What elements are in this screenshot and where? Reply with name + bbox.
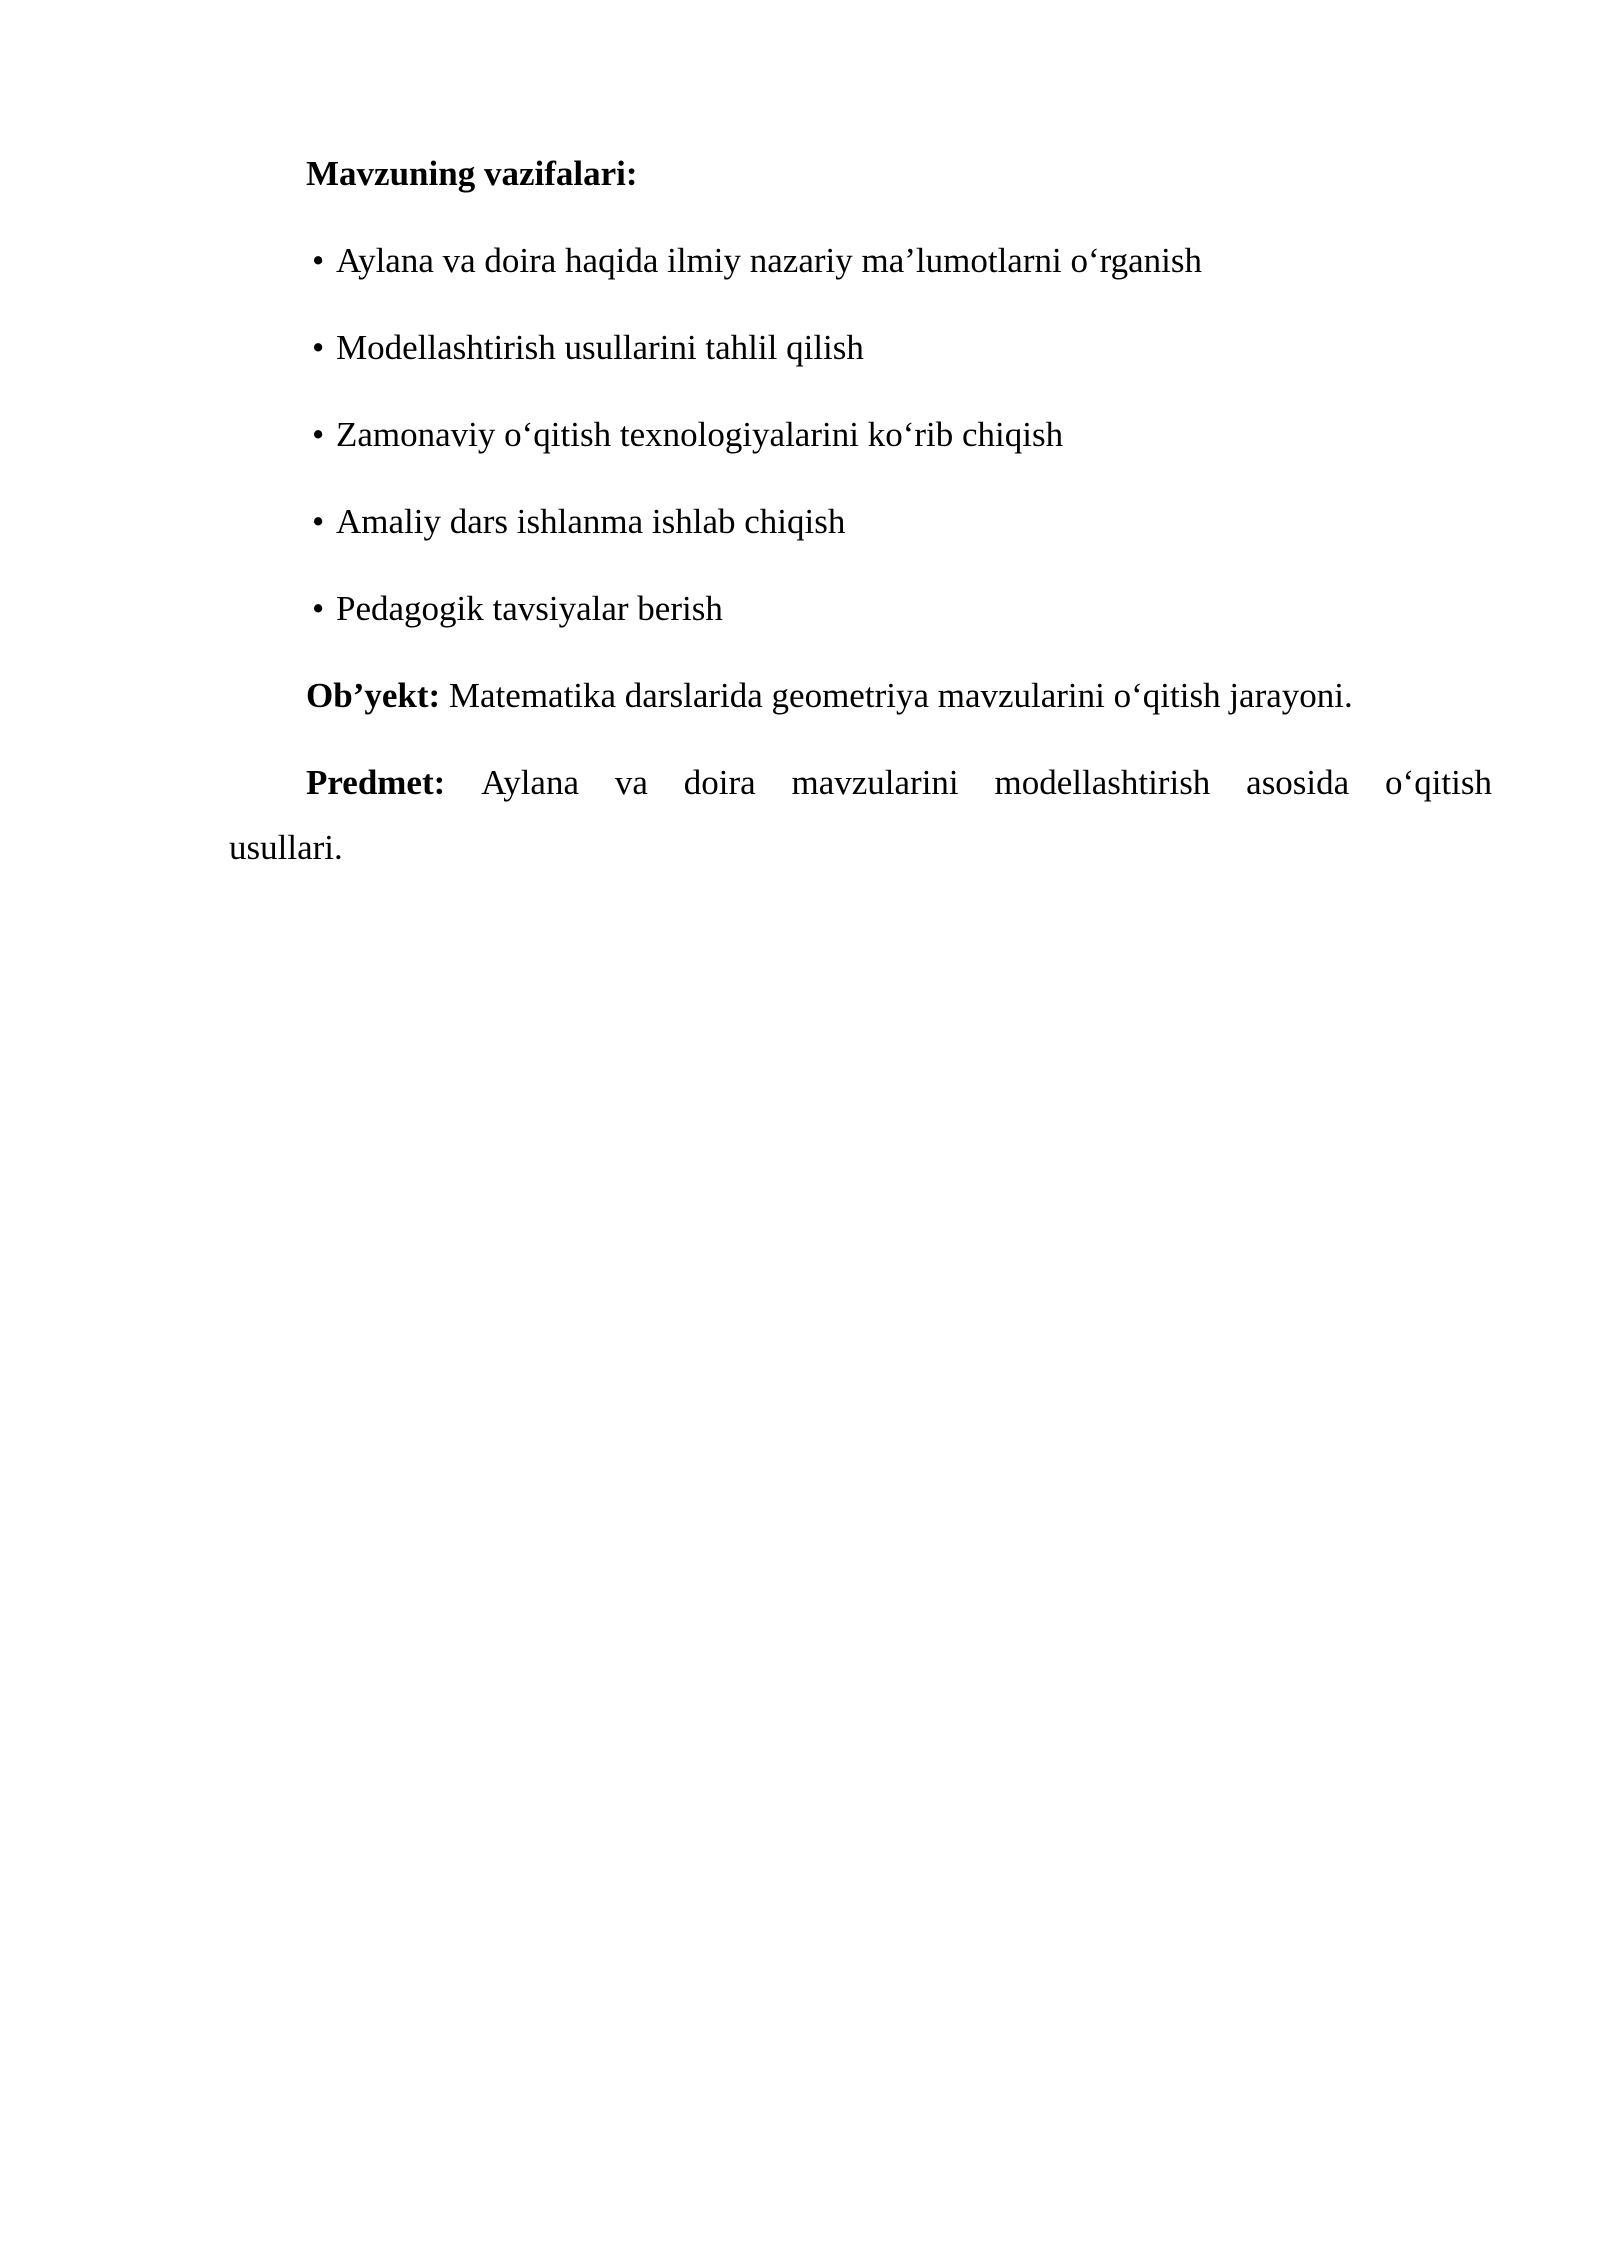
predmet-word: o‘qitish bbox=[1385, 763, 1492, 802]
task-text: Modellashtirish usullarini tahlil qilish bbox=[336, 328, 864, 367]
predmet-word: doira bbox=[683, 763, 756, 802]
predmet-paragraph-line2: usullari. bbox=[229, 828, 343, 867]
task-list-item bbox=[312, 239, 1202, 283]
bullet-symbol: • bbox=[312, 589, 325, 628]
predmet-label: Predmet: bbox=[306, 763, 446, 802]
bullet-symbol: • bbox=[312, 502, 325, 541]
task-text: Zamonaviy o‘qitish texnologiyalarini ko‘rib chiqish bbox=[336, 415, 1064, 454]
objekt-paragraph bbox=[306, 674, 1353, 718]
predmet-paragraph-line1 bbox=[306, 761, 1492, 805]
predmet-word: asosida bbox=[1246, 763, 1350, 802]
task-list-item bbox=[312, 500, 845, 544]
task-text: Pedagogik tavsiyalar berish bbox=[336, 589, 723, 628]
task-list-item bbox=[312, 587, 723, 631]
task-list-item bbox=[312, 413, 1063, 457]
predmet-word: va bbox=[614, 763, 648, 802]
task-text: Aylana va doira haqida ilmiy nazariy ma’lumotlarni o‘rganish bbox=[336, 241, 1203, 280]
predmet-word: mavzularini bbox=[791, 763, 959, 802]
task-text: Amaliy dars ishlanma ishlab chiqish bbox=[336, 502, 846, 541]
bullet-symbol: • bbox=[312, 328, 325, 367]
task-list-item bbox=[312, 326, 864, 370]
bullet-symbol: • bbox=[312, 241, 325, 280]
section-heading: Mavzuning vazifalari: bbox=[306, 154, 638, 193]
bullet-symbol: • bbox=[312, 415, 325, 454]
predmet-word: Aylana bbox=[481, 763, 579, 802]
objekt-text: Matematika darslarida geometriya mavzularini o‘qitish jarayoni. bbox=[448, 676, 1353, 715]
objekt-label: Ob’yekt: bbox=[306, 676, 441, 715]
predmet-word: modellashtirish bbox=[994, 763, 1211, 802]
